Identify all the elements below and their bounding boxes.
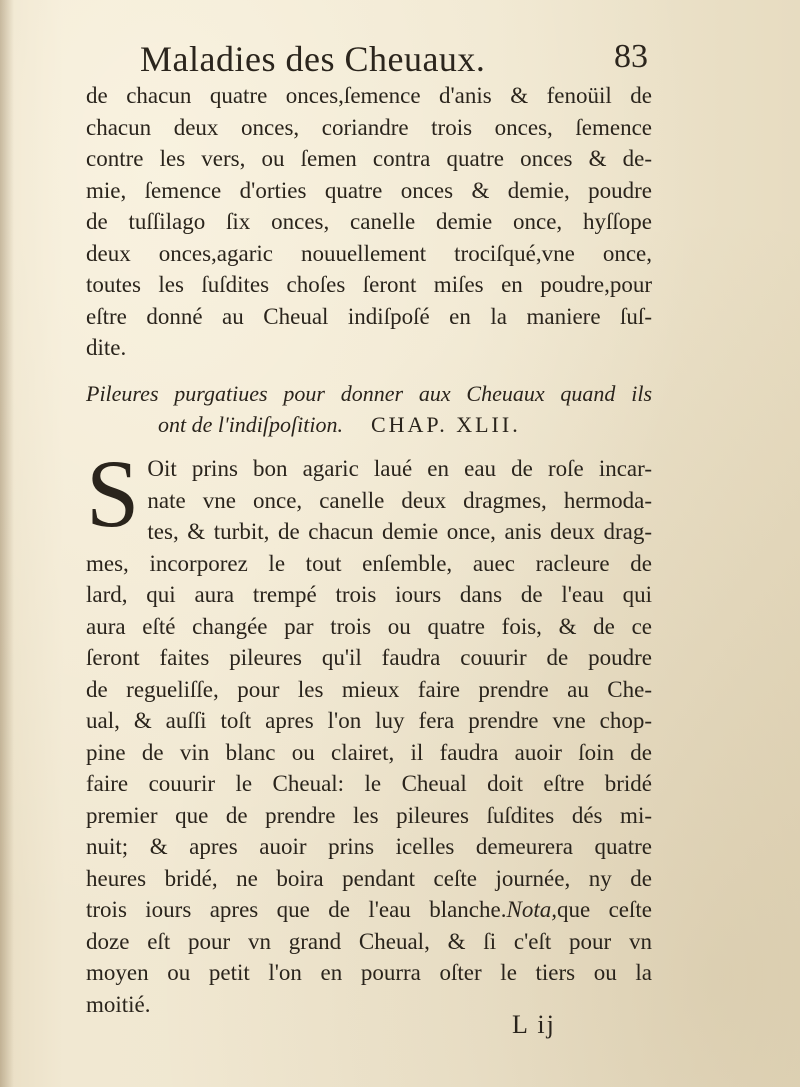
text-line: doze eſt pour vn grand Cheual, & ſi c'eſt pour vn — [86, 928, 652, 954]
text-line: ſeront faites pileures qu'il faudra couurir de poudre — [86, 645, 652, 670]
page-gutter-shadow — [0, 0, 14, 1087]
text-line-part: trois iours apres que de l'eau blanche. — [86, 897, 507, 922]
chapter-heading-line-2-text: ont de l'indiſpoſition. — [158, 412, 343, 437]
text-line-with-nota — [86, 894, 652, 926]
chapter-heading — [86, 378, 652, 440]
text-line: tes, & turbit, de chacun demie once, anis deux drag- — [147, 519, 652, 544]
text-line: nuit; & apres auoir prins icelles demeurera quatre — [86, 834, 652, 859]
page-number: 83 — [614, 38, 648, 75]
text-line: faire couurir le Cheual: le Cheual doit eſtre bridé — [86, 771, 652, 796]
text-line: mes, incorporez le tout enſemble, auec racleure de — [86, 550, 652, 576]
text-line: toutes les ſuſdites choſes ſeront miſes en poudre,pour — [86, 272, 652, 297]
paragraph-pill-recipe — [86, 440, 652, 1020]
text-line: nate vne once, canelle deux dragmes, hermoda- — [147, 487, 652, 513]
nota-word: Nota, — [506, 897, 557, 922]
text-line: deux onces,agaric nouuellement trociſqué,vne once, — [86, 240, 652, 266]
text-line: ual, & auſſi toſt apres l'on luy fera prendre vne chop- — [86, 708, 652, 733]
text-line: pine de vin blanc ou clairet, il faudra auoir ſoin de — [86, 739, 652, 765]
drop-cap: S — [86, 440, 140, 547]
text-line: moitié. — [86, 991, 151, 1017]
text-line: contre les vers, ou ſemen contra quatre onces & de- — [86, 146, 652, 171]
chapter-label: CHAP. XLII. — [370, 412, 521, 437]
text-line: lard, qui aura trempé trois iours dans de l'eau qui — [86, 582, 652, 607]
chapter-heading-line-1: Pileures purgatiues pour donner aux Cheuaux quand ils — [86, 381, 652, 406]
text-line: heures bridé, ne boira pendant ceſte journée, ny de — [86, 865, 652, 891]
text-line: aura eſté changée par trois ou quatre fois, & de ce — [86, 613, 652, 639]
text-line: dite. — [86, 335, 127, 360]
paragraph-recipe-continuation — [86, 80, 652, 364]
text-line: moyen ou petit l'on en pourra oſter le tiers ou la — [86, 960, 652, 985]
text-line: de chacun quatre onces,ſemence d'anis & fenoüil de — [86, 83, 652, 108]
running-title: Maladies des Cheuaux. — [140, 39, 486, 79]
chapter-heading-line-2 — [86, 409, 652, 440]
text-line: de regueliſſe, pour les mieux faire prendre au Che- — [86, 676, 652, 702]
signature-mark: L ij — [512, 1010, 556, 1039]
text-line: Oit prins bon agaric laué en eau de roſe incar- — [147, 456, 652, 481]
text-line: mie, ſemence d'orties quatre onces & demie, poudre — [86, 177, 652, 203]
text-line-part: que ceſte — [556, 897, 652, 922]
text-line: chacun deux onces, coriandre trois onces, ſemence — [86, 114, 652, 140]
text-line: de tuſſilago ſix onces, canelle demie once, hyſſope — [86, 209, 652, 234]
text-line: eſtre donné au Cheual indiſpoſé en la maniere ſuſ- — [86, 303, 652, 329]
text-line: premier que de prendre les pileures ſuſdites dés mi- — [86, 802, 652, 828]
